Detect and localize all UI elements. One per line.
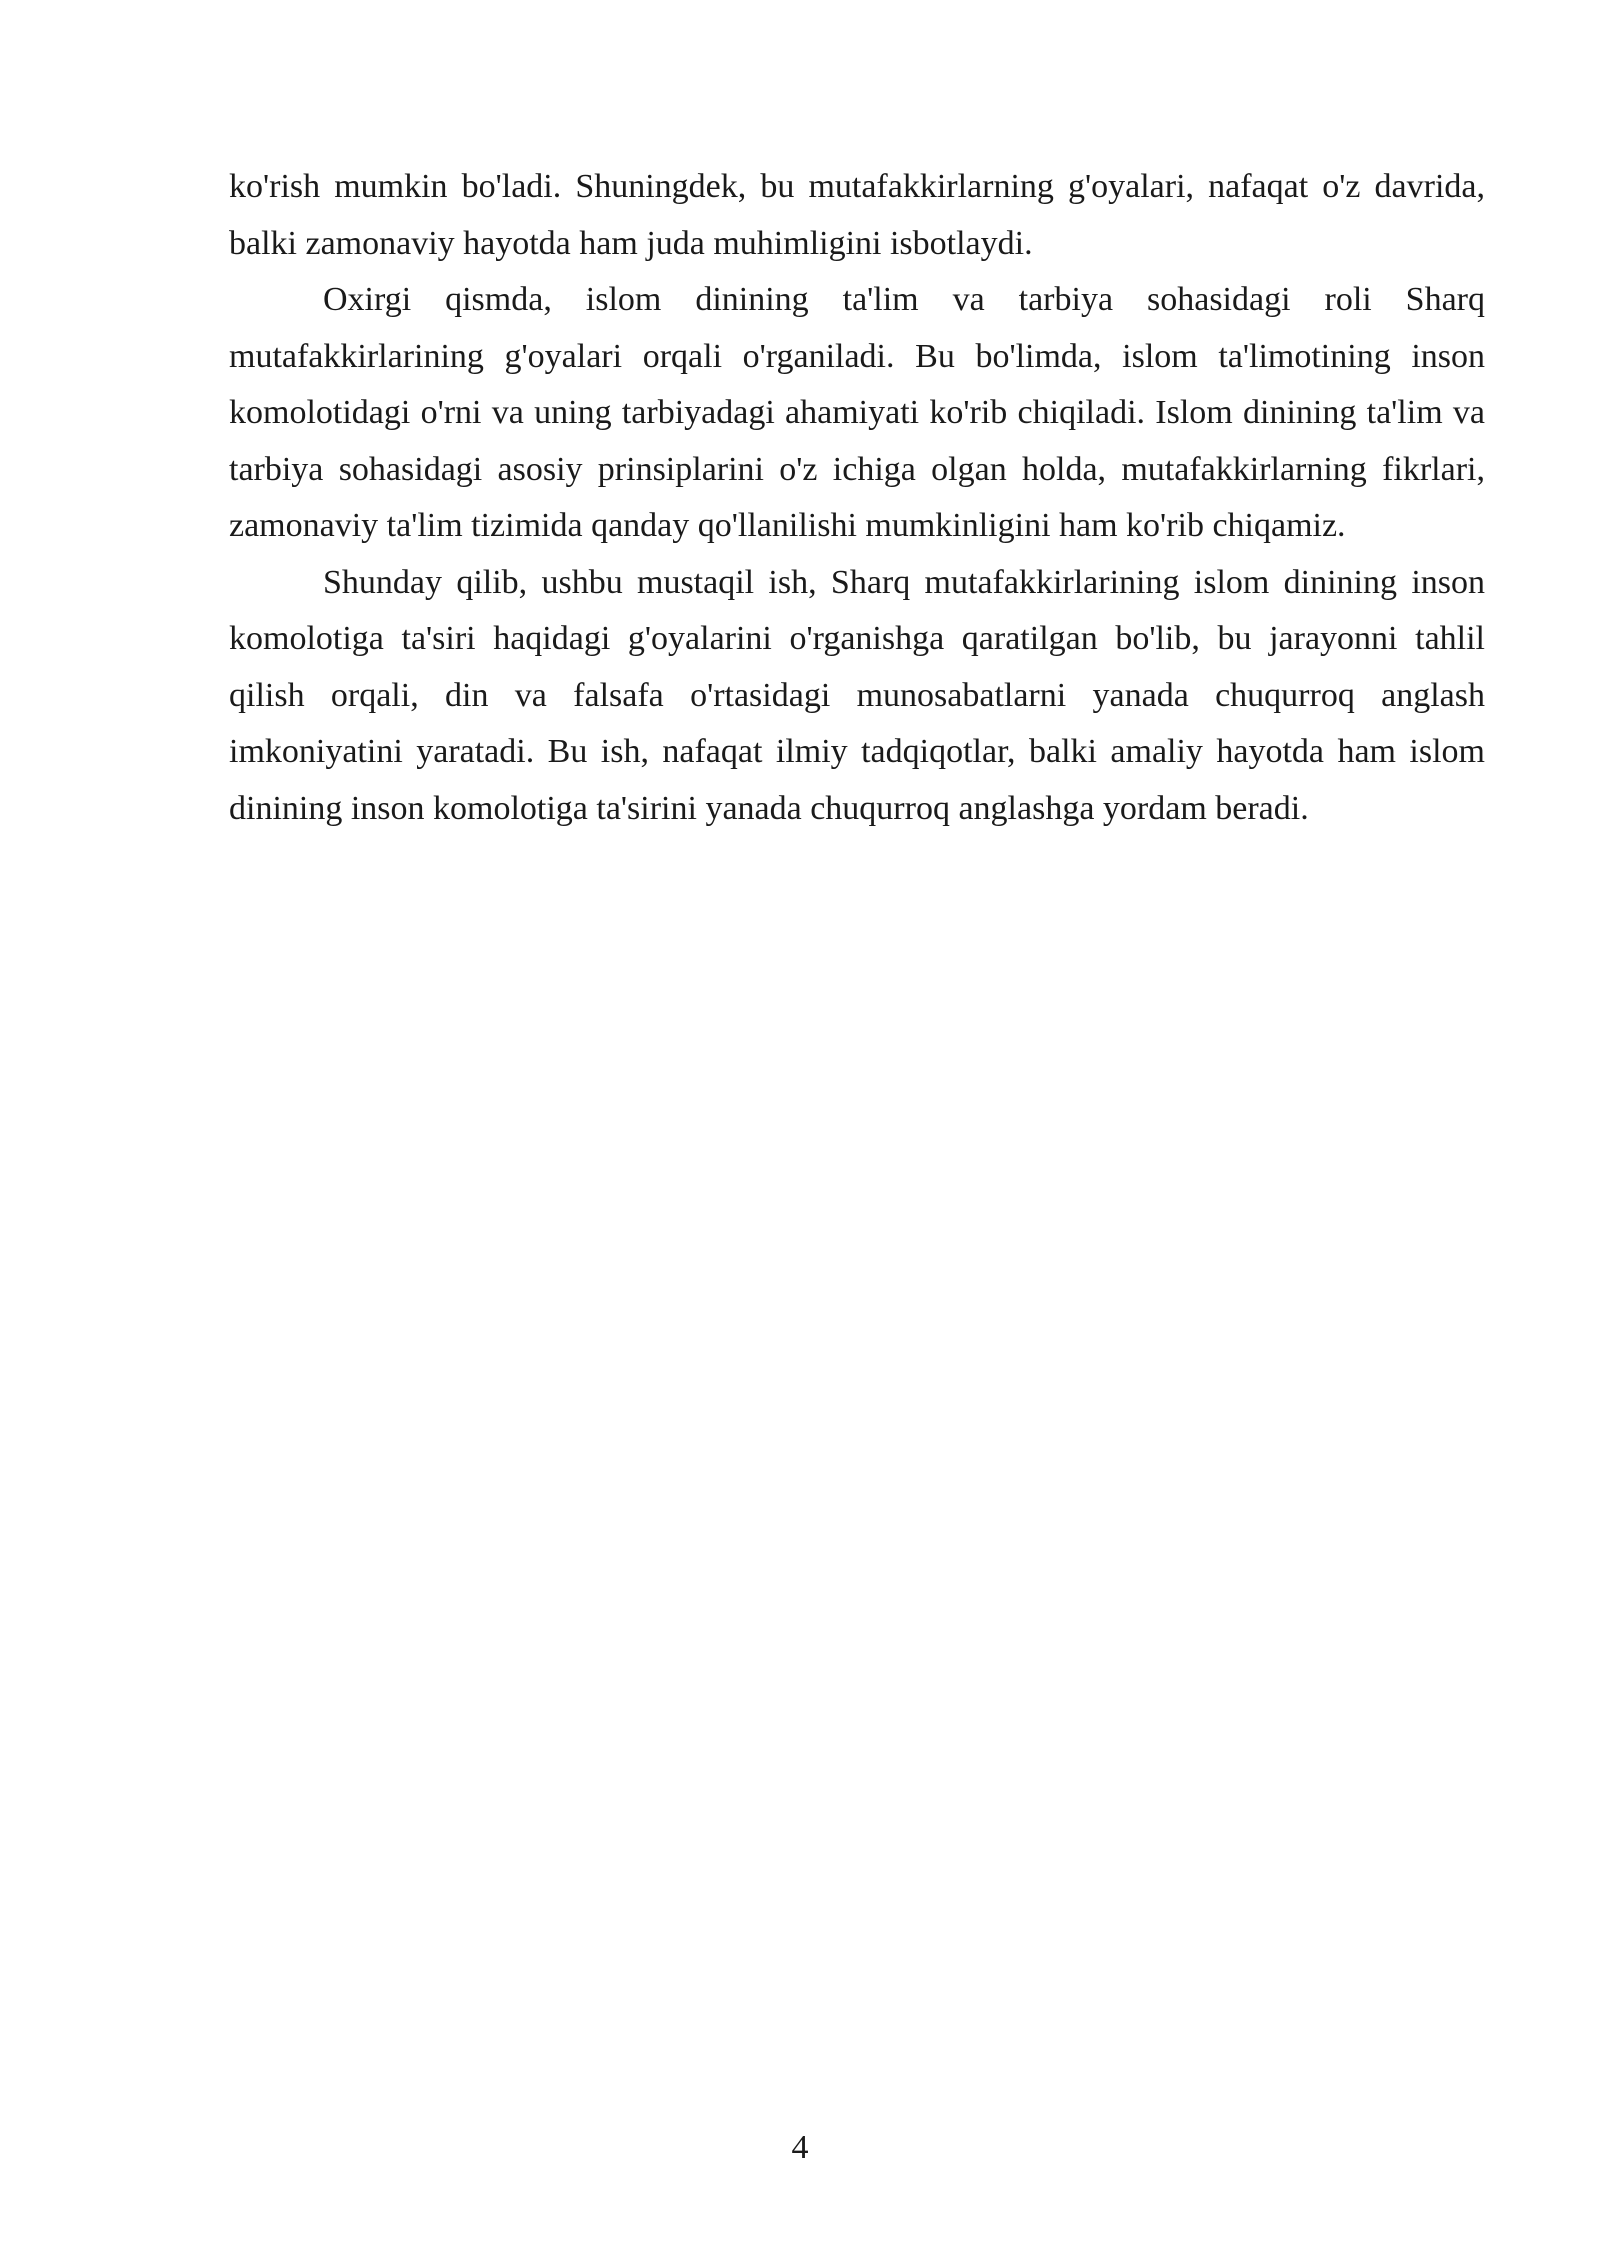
paragraph-conclusion: Shunday qilib, ushbu mustaqil ish, Sharq mutafakkirlarining islom dinining inson komolotiga ta'siri haqidagi g'oyalarini o'rganishga qaratilgan bo'lib, bu jarayonni tahlil qilish orqali, din va falsafa o'rtasidagi munosabatlarni yanada chuqurroq anglash imkoniyatini yaratadi. Bu ish, nafaqat ilmiy tadqiqotlar, balki amaliy hayotda ham islom dinining inson komolotiga ta'sirini yanada chuqurroq anglashga yordam beradi. [229, 563, 1485, 827]
paragraph-continuation: ko'rish mumkin bo'ladi. Shuningdek, bu mutafakkirlarning g'oyalari, nafaqat o'z davrida, balki zamonaviy hayotda ham juda muhimligini isbotlaydi. [229, 168, 1485, 262]
paragraph-final-section: Oxirgi qismda, islom dinining ta'lim va tarbiya sohasidagi roli Sharq mutafakkirlarining g'oyalari orqali o'rganiladi. Bu bo'limda, islom ta'limotining inson komolotidagi o'rni va uning tarbiyadagi ahamiyati ko'rib chiqiladi. Islom dinining ta'lim va tarbiya sohasidagi asosiy prinsiplarini o'z ichiga olgan holda, mutafakkirlarning fikrlari, zamonaviy ta'lim tizimida qanday qo'llanilishi mumkinligini ham ko'rib chiqamiz. [229, 281, 1485, 544]
text-body [229, 159, 1485, 837]
page-number: 4 [791, 2129, 809, 2166]
